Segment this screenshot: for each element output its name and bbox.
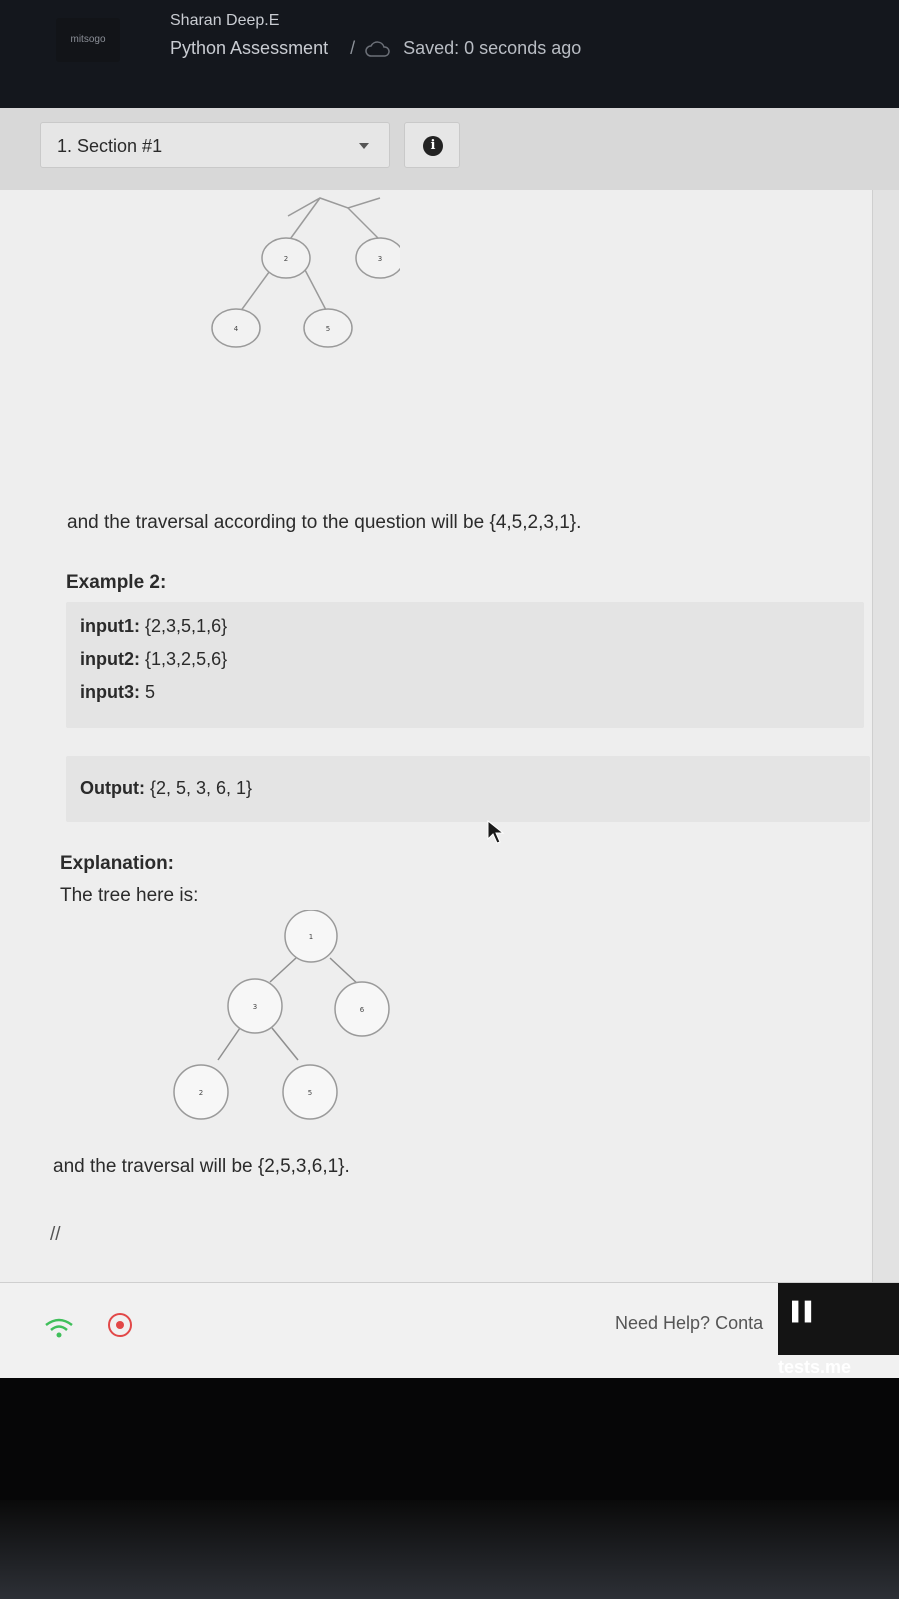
output-label: Output: [80, 778, 145, 798]
tree1-edge [240, 268, 272, 312]
wifi-icon [44, 1317, 74, 1339]
breadcrumb [170, 38, 581, 59]
tree1-node-label: 5 [325, 325, 331, 333]
caret-down-icon [359, 143, 369, 149]
top-header [0, 0, 899, 108]
tree-diagram-1 [200, 190, 400, 370]
output-line [80, 778, 252, 799]
input1-label: input1: [80, 616, 140, 636]
help-link[interactable]: Need Help? Conta [615, 1313, 764, 1333]
info-button[interactable] [404, 122, 460, 168]
tree2-node-label: 1 [308, 933, 314, 941]
tree2-edge [272, 1028, 298, 1060]
cloud-icon [365, 40, 391, 58]
content-scrollbar[interactable] [873, 190, 899, 1290]
monitor-bezel [0, 1500, 899, 1599]
input1-line [80, 616, 227, 637]
footer-bar [0, 1282, 899, 1379]
input3-value: 5 [145, 682, 156, 702]
info-icon: i [423, 136, 443, 156]
tree1-node-label: 2 [283, 255, 289, 263]
brand-badge[interactable] [778, 1283, 899, 1377]
tree-diagram-2 [170, 910, 410, 1150]
tree2-node-label: 5 [307, 1089, 313, 1097]
comment-marker: // [50, 1224, 61, 1245]
recording-icon [108, 1313, 132, 1337]
section-dropdown-value: 1. Section #1 [57, 136, 163, 156]
tree2-edge [270, 958, 296, 982]
brand-logo-icon: ▌▌ [792, 1301, 818, 1321]
example-heading: Example 2: [66, 572, 167, 593]
mouse-cursor-icon [487, 820, 505, 846]
company-logo: mitsogo [56, 18, 120, 62]
brand-name: tests.me [778, 1357, 852, 1377]
output-value: {2, 5, 3, 6, 1} [149, 778, 253, 798]
traversal-text-2: and the traversal will be {2,5,3,6,1}. [53, 1156, 350, 1177]
tree-intro-text: The tree here is: [60, 885, 199, 906]
input2-label: input2: [80, 649, 140, 669]
section-toolbar [0, 108, 899, 191]
tree1-edge [304, 268, 326, 310]
input2-value: {1,3,2,5,6} [145, 649, 228, 669]
tree1-node-label: 4 [233, 325, 239, 333]
tree1-edge [288, 198, 320, 242]
question-panel [0, 108, 899, 1378]
input1-value: {2,3,5,1,6} [145, 616, 228, 636]
explanation-heading: Explanation: [60, 853, 175, 874]
tree1-edge-root [288, 198, 380, 216]
question-content [0, 190, 873, 1380]
tree2-node-label: 6 [359, 1006, 365, 1014]
section-dropdown[interactable] [40, 122, 390, 168]
tree2-edge [330, 958, 360, 986]
traversal-text-1: and the traversal according to the question will be {4,5,2,3,1}. [67, 512, 582, 533]
tree2-node-label: 2 [198, 1089, 204, 1097]
input-block [66, 602, 864, 728]
assessment-title[interactable]: Python Assessment [170, 38, 329, 58]
breadcrumb-separator: / [350, 38, 356, 58]
output-block [66, 756, 870, 822]
tree2-node-label: 3 [252, 1003, 258, 1011]
tree1-node-label: 3 [377, 255, 383, 263]
input2-line [80, 649, 227, 670]
save-status: Saved: 0 seconds ago [403, 38, 582, 58]
input3-line [80, 682, 155, 703]
user-name: Sharan Deep.E [170, 12, 280, 29]
tree2-edge [218, 1028, 240, 1060]
tree1-edge [348, 208, 382, 242]
input3-label: input3: [80, 682, 140, 702]
